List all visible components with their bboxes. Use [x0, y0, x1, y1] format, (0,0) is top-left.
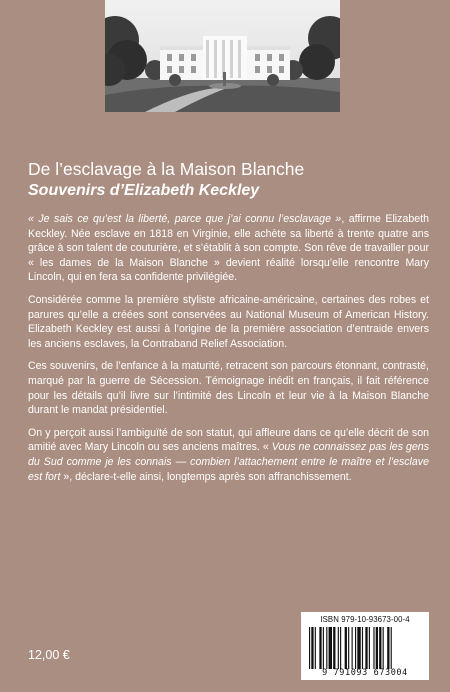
price-label: 12,00 €: [28, 648, 70, 662]
book-title: De l’esclavage à la Maison Blanche: [28, 159, 305, 179]
paragraph-1-text: , affirme Elizabeth Keckley. Née esclave en 1818 en Virginie, elle achète sa liberté à trente quatre ans grâce à son talent de couturière, et s’établit à son compte. Son rêve de travailler pour « les dames de la Maison Blanche » devient réalité lorsqu’elle rencontre Mary Lincoln, qui en fera sa confidente privilégiée.: [28, 213, 429, 284]
paragraph-4-text: On y perçoit aussi l’ambiguïté de son statut, qui affleure dans ce qu’elle décrit de son amitié avec Mary Lincoln ou ses anciens maîtres. «: [28, 426, 429, 454]
book-subtitle: Souvenirs d’Elizabeth Keckley: [28, 182, 260, 199]
paragraph-4: [28, 426, 429, 484]
title-block: [28, 158, 428, 201]
closing-quote: Vous ne connaissez pas les gens du Sud comme je les connais — combien l’attachement entre le maître et l’esclave est fort: [28, 441, 429, 483]
barcode-panel: [301, 612, 429, 680]
paragraph-2: Considérée comme la première styliste africaine-américaine, certaines des robes et parures qu’elle a créées sont conservées au National Museum of American History. Elizabeth Keckley est aussi à l’origine de la première association d’entraide envers les anciens esclaves, la Contraband Relief Association.: [28, 293, 429, 350]
isbn-label: ISBN 979-10-93673-00-4: [320, 615, 410, 624]
barcode-icon: [309, 627, 421, 669]
barcode-digits: 9 791093 673004: [322, 668, 408, 678]
paragraph-4-end: », déclare-t-elle ainsi, longtemps après son affranchissement.: [60, 470, 352, 483]
paragraph-1: [28, 212, 429, 285]
cover-photo: [105, 0, 340, 112]
back-cover-text: [28, 212, 429, 492]
opening-quote: « Je sais ce qu’est la liberté, parce que j’ai connu l’esclavage »: [28, 213, 342, 225]
paragraph-3: Ces souvenirs, de l’enfance à la maturité, retracent son parcours étonnant, contrasté, marqué par la guerre de Sécession. Témoignage inédit en français, il fait référence pour les détails qu’il livre sur l’intimité des Lincoln et leur vie à la Maison Blanche durant le mandat présidentiel.: [28, 360, 429, 417]
white-house-photo-icon: [105, 0, 340, 112]
